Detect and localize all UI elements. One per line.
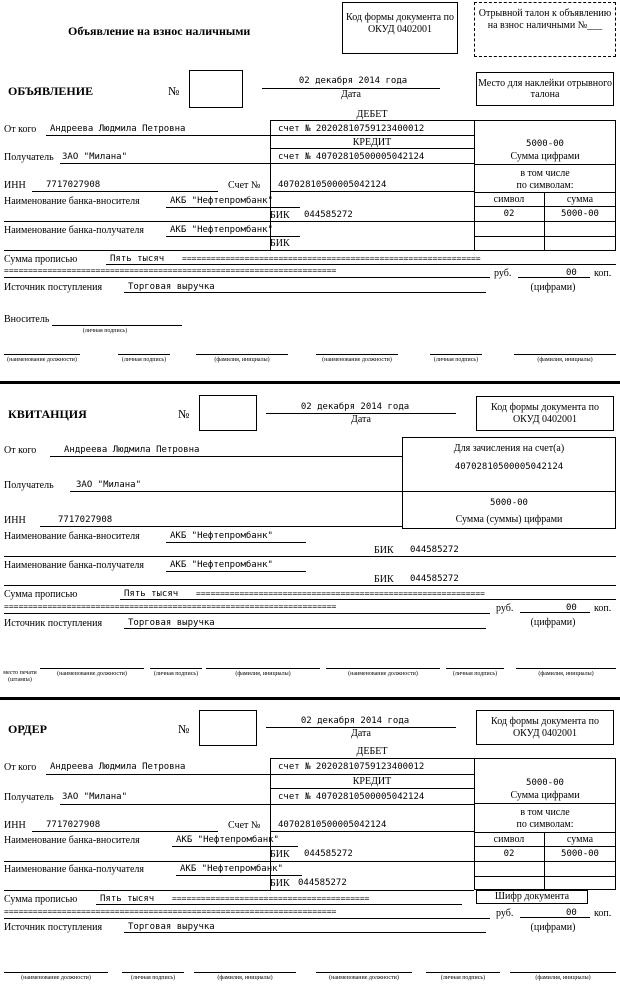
recipient-value-2: ЗАО "Милана"	[76, 480, 142, 490]
recipient-bank-label: Наименование банка-получателя	[4, 225, 144, 236]
sig-sign-5: (личная подпись)	[130, 975, 176, 981]
inn-value: 7717027908	[46, 180, 101, 190]
symbol-header-3: символ	[493, 834, 525, 845]
from-label-3: От кого	[4, 762, 37, 773]
sig-name-2: (фамилия, инициалы)	[537, 357, 593, 363]
depositor-sign-caption: (личная подпись)	[82, 328, 128, 334]
kredit-label: КРЕДИТ	[352, 137, 392, 148]
bik2-label-3: БИК	[270, 878, 290, 889]
from-value-3: Андреева Людмила Петровна	[50, 762, 186, 772]
payer-bank-label: Наименование банка-вносителя	[4, 196, 140, 207]
payer-bank-value: АКБ "Нефтепромбанк"	[170, 196, 273, 206]
tear-off-box: Отрывной талон к объявлению на взнос наличными №___	[474, 2, 616, 57]
by-symbols-label-3: по символам:	[516, 819, 574, 830]
sum-words-label-2: Сумма прописью	[4, 589, 78, 600]
date-label-3: Дата	[351, 728, 371, 739]
section-title-receipt: КВИТАНЦИЯ	[8, 407, 87, 421]
form-title: Объявление на взнос наличными	[68, 24, 251, 38]
sig-name-3: (фамилия, инициалы)	[235, 671, 291, 677]
symbol-value-3: 02	[503, 849, 515, 859]
symbol-value: 02	[503, 209, 515, 219]
sum-words-label: Сумма прописью	[4, 254, 78, 265]
amount-digits: 5000-00	[526, 139, 564, 149]
sig-sign-6: (личная подпись)	[440, 975, 486, 981]
sig-name-5: (фамилия, инициалы)	[217, 975, 273, 981]
sum-words-value: Пять тысяч	[110, 254, 165, 264]
payer-bank-label-3: Наименование банка-вносителя	[4, 835, 140, 846]
recipient-bank-value: АКБ "Нефтепромбанк"	[170, 225, 273, 235]
kop-label: коп.	[594, 268, 612, 279]
from-label: От кого	[4, 124, 37, 135]
sig-sign-3: (личная подпись)	[153, 671, 199, 677]
kop-label-3: коп.	[594, 908, 612, 919]
bik-value-2: 044585272	[410, 545, 459, 555]
from-label-2: От кого	[4, 445, 37, 456]
recipient-value: ЗАО "Милана"	[62, 152, 128, 162]
sig-position-4: (наименование должности)	[348, 671, 418, 677]
recipient-label-2: Получатель	[4, 480, 54, 491]
amount-label-3: Сумма цифрами	[510, 790, 580, 801]
number-box-3[interactable]	[199, 710, 257, 746]
recipient-bank-value-3: АКБ "Нефтепромбанк"	[180, 864, 283, 874]
sum-words-value-3: Пять тысяч	[100, 894, 155, 904]
recipient-bank-label-3: Наименование банка-получателя	[4, 864, 144, 875]
stamp-place: место печати (штампа)	[3, 670, 37, 683]
symbol-header: символ	[493, 194, 525, 205]
sum-value-3: 5000-00	[561, 849, 599, 859]
kop-value-2: 00	[566, 603, 577, 613]
bik-value-3: 044585272	[304, 849, 353, 859]
inn-label: ИНН	[4, 180, 26, 191]
section-divider-2	[0, 697, 620, 700]
payer-bank-value-2: АКБ "Нефтепромбанк"	[170, 531, 273, 541]
source-label: Источник поступления	[4, 282, 103, 293]
recipient-bank-value-2: АКБ "Нефтепромбанк"	[170, 560, 273, 570]
sum-header-3: сумма	[566, 834, 594, 845]
account-value: 40702810500005042124	[278, 180, 387, 190]
incl-label-3: в том числе	[520, 807, 570, 818]
sig-position-5: (наименование должности)	[21, 975, 91, 981]
bik2-value-3: 044585272	[298, 878, 347, 888]
debet-account-3: счет № 20202810759123400012	[278, 762, 425, 772]
bik2-label-2: БИК	[374, 574, 394, 585]
kredit-account-3: счет № 40702810500005042124	[278, 792, 425, 802]
debet-label: ДЕБЕТ	[356, 109, 388, 120]
depositor-label: Вноситель	[4, 314, 50, 325]
sig-name-1: (фамилия, инициалы)	[214, 357, 270, 363]
section-title-notice: ОБЪЯВЛЕНИЕ	[8, 84, 94, 98]
date-value-3: 02 декабря 2014 года	[300, 716, 410, 726]
credit-account: 40702810500005042124	[454, 462, 564, 472]
account-label: Счет №	[228, 180, 261, 191]
okud-box-3: Код формы документа по ОКУД 0402001	[476, 710, 614, 745]
kop-label-2: коп.	[594, 603, 612, 614]
sig-name-6: (фамилия, инициалы)	[535, 975, 591, 981]
credit-to-label: Для зачисления на счет(а)	[453, 443, 565, 454]
okud-box-2: Код формы документа по ОКУД 0402001	[476, 396, 614, 431]
number-box[interactable]	[189, 70, 243, 108]
bik-value: 044585272	[304, 210, 353, 220]
sum-header: сумма	[566, 194, 594, 205]
sig-position-2: (наименование должности)	[322, 357, 392, 363]
sticker-box: Место для наклейки отрывного талона	[476, 72, 614, 106]
kop-value: 00	[566, 268, 577, 278]
sum-words-label-3: Сумма прописью	[4, 894, 78, 905]
recipient-value-3: ЗАО "Милана"	[62, 792, 128, 802]
inn-value-3: 7717027908	[46, 820, 101, 830]
kredit-account: счет № 40702810500005042124	[278, 152, 425, 162]
cipher-box: Шифр документа	[476, 890, 588, 904]
number-sign-3: №	[178, 722, 190, 736]
from-value-2: Андреева Людмила Петровна	[64, 445, 200, 455]
source-label-3: Источник поступления	[4, 922, 103, 933]
source-value-3: Торговая выручка	[128, 922, 215, 932]
number-sign: №	[168, 84, 180, 98]
source-value: Торговая выручка	[128, 282, 215, 292]
account-value-3: 40702810500005042124	[278, 820, 387, 830]
sig-sign-4: (личная подпись)	[452, 671, 498, 677]
date-label-2: Дата	[351, 414, 371, 425]
digits-label-3: (цифрами)	[530, 922, 576, 933]
recipient-bank-label-2: Наименование банка-получателя	[4, 560, 144, 571]
sig-position-1: (наименование должности)	[7, 357, 77, 363]
inn-value-2: 7717027908	[58, 515, 113, 525]
sig-position-3: (наименование должности)	[57, 671, 127, 677]
from-value: Андреева Людмила Петровна	[50, 124, 186, 134]
kredit-label-3: КРЕДИТ	[352, 776, 392, 787]
sum-words-value-2: Пять тысяч	[124, 589, 179, 599]
debet-label-3: ДЕБЕТ	[356, 746, 388, 757]
date-value-2: 02 декабря 2014 года	[300, 402, 410, 412]
sig-position-6: (наименование должности)	[329, 975, 399, 981]
kop-value-3: 00	[566, 908, 577, 918]
sum-value: 5000-00	[561, 209, 599, 219]
inn-label-3: ИНН	[4, 820, 26, 831]
amount-digits-3: 5000-00	[526, 778, 564, 788]
bik-label-3: БИК	[270, 849, 290, 860]
digits-label-2: (цифрами)	[530, 617, 576, 628]
bik-label: БИК	[270, 210, 290, 221]
number-sign-2: №	[178, 407, 190, 421]
incl-label: в том числе	[520, 168, 570, 179]
recipient-label-3: Получатель	[4, 792, 54, 803]
amount-label: Сумма цифрами	[510, 151, 580, 162]
recipient-label: Получатель	[4, 152, 54, 163]
sig-sign-1: (личная подпись)	[121, 357, 167, 363]
sig-sign-2: (личная подпись)	[433, 357, 479, 363]
okud-box: Код формы документа по ОКУД 0402001	[342, 2, 458, 54]
sig-name-4: (фамилия, инициалы)	[538, 671, 594, 677]
digits-label: (цифрами)	[530, 282, 576, 293]
bik-label-2: БИК	[374, 545, 394, 556]
source-value-2: Торговая выручка	[128, 618, 215, 628]
rub-label-3: руб.	[496, 908, 514, 919]
date-value: 02 декабря 2014 года	[298, 76, 408, 86]
inn-label-2: ИНН	[4, 515, 26, 526]
debet-account: счет № 20202810759123400012	[278, 124, 425, 134]
amount-label-2: Сумма (суммы) цифрами	[455, 514, 563, 525]
amount-digits-2: 5000-00	[490, 498, 528, 508]
account-label-3: Счет №	[228, 820, 261, 831]
payer-bank-label-2: Наименование банка-вносителя	[4, 531, 140, 542]
bik2-label: БИК	[270, 238, 290, 249]
source-label-2: Источник поступления	[4, 618, 103, 629]
section-title-order: ОРДЕР	[8, 722, 47, 736]
by-symbols-label: по символам:	[516, 180, 574, 191]
section-divider-1	[0, 381, 620, 384]
date-label: Дата	[341, 89, 361, 100]
payer-bank-value-3: АКБ "Нефтепромбанк"	[176, 835, 279, 845]
number-box-2[interactable]	[199, 395, 257, 431]
bik2-value-2: 044585272	[410, 574, 459, 584]
rub-label-2: руб.	[496, 603, 514, 614]
rub-label: руб.	[494, 268, 512, 279]
